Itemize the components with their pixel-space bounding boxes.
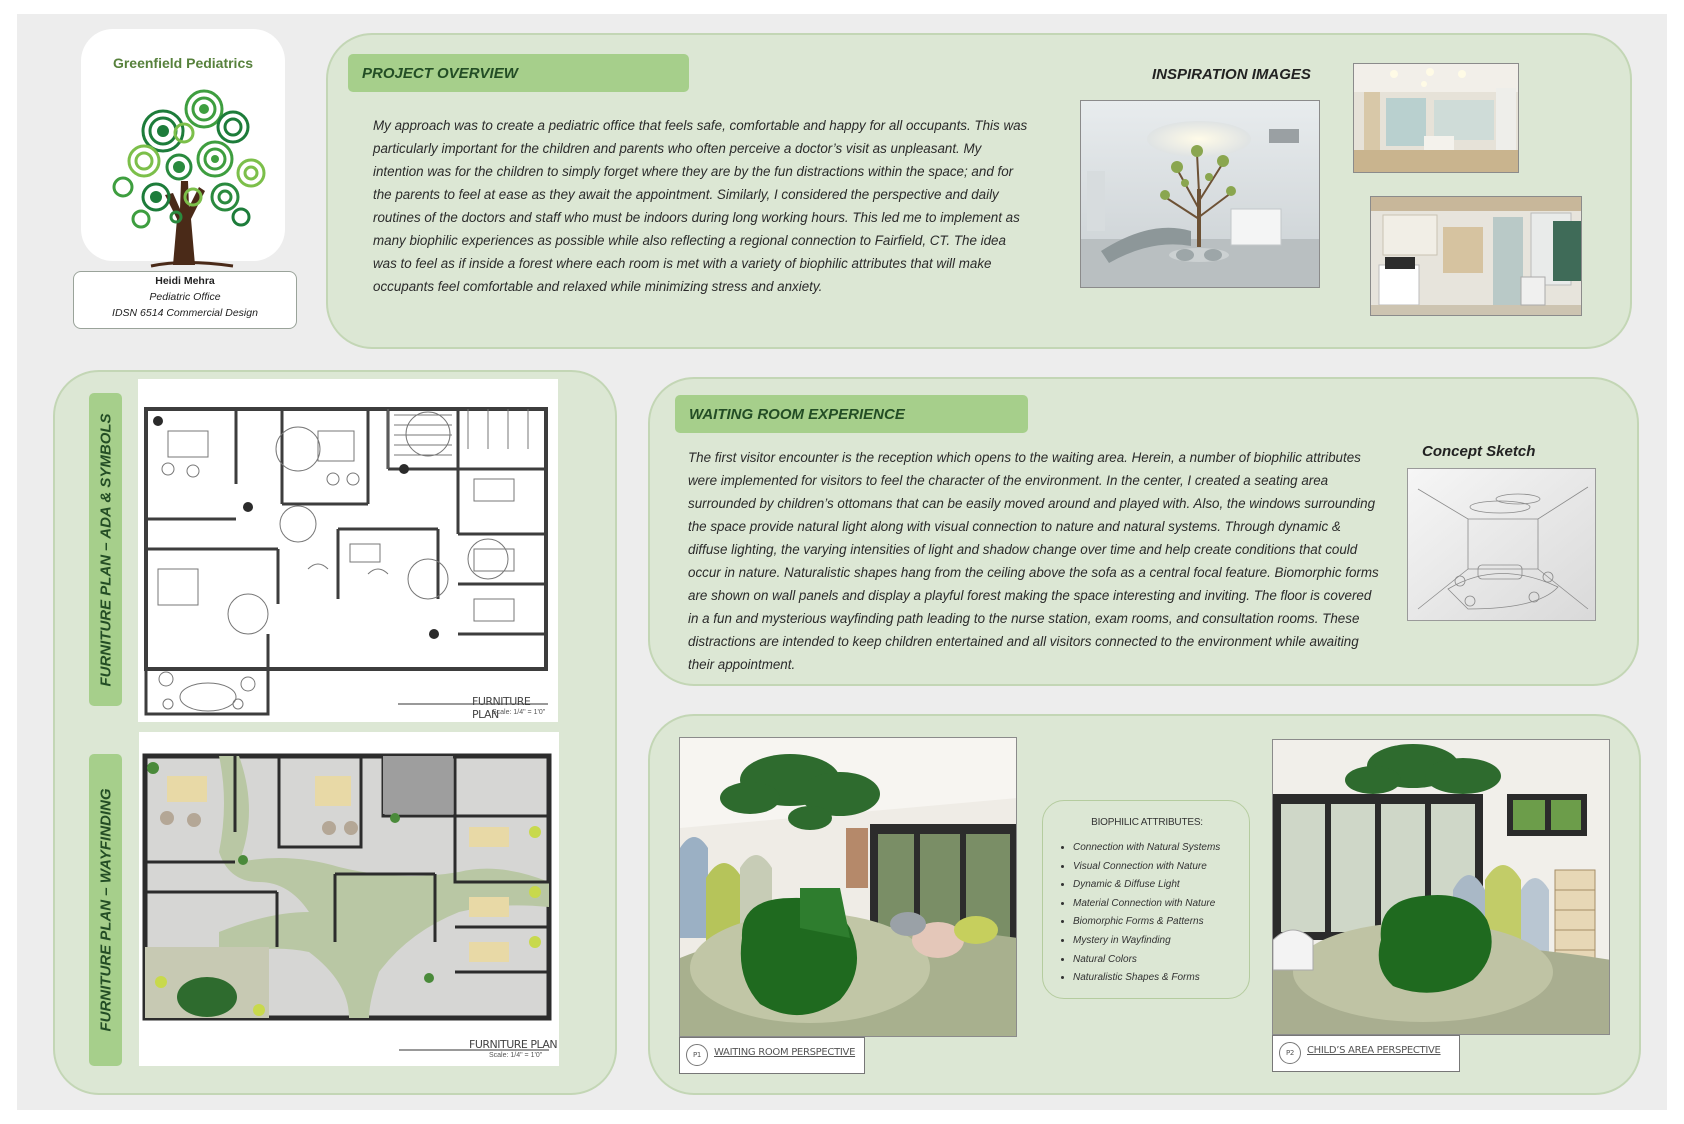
wayfinding-plan-title: FURNITURE PLAN [469, 1038, 558, 1051]
wayfinding-plan-label: FURNITURE PLAN – WAYFINDING [89, 754, 122, 1066]
biophilic-attributes-box [1042, 800, 1250, 999]
designer-name: Heidi Mehra [155, 275, 215, 287]
project-overview-text: My approach was to create a pediatric office that feels safe, comfortable and happy for all occupants. This was particularly important for the children and parents who often perceive a doctor’s visit as unpleasant. My intention was for the children to simply forget where they are by the fun distractions within the space; and for the parents to feel at ease as they await the appointment. Similarly, I considered the perspective and daily routines of the doctors and staff who must be indoors during long working hours. This led me to implement as many biophilic experiences as possible while also reflecting a regional connection to Fairfield, CT. The idea was to feel as if inside a forest where each room is met with a variety of biophilic attributes that will make occupants feel comfortable and relaxed while minimizing stress and anxiety. [373, 118, 1028, 294]
waiting-room-perspective-image [679, 737, 1017, 1037]
waiting-room-perspective-caption [679, 1037, 865, 1074]
wayfinding-plan-scale: Scale: 1/4" = 1'0" [489, 1052, 543, 1059]
attribute-item: • Dynamic & Diffuse Light [1073, 876, 1220, 895]
attribute-item: • Biomorphic Forms & Patterns [1073, 913, 1220, 932]
attribute-item: • Natural Colors [1073, 951, 1220, 970]
logo-card [81, 29, 285, 261]
inspiration-image-tree-lobby [1080, 100, 1320, 288]
childs-area-perspective-image [1272, 739, 1610, 1035]
project-name: Pediatric Office [149, 291, 221, 303]
attribute-item: • Material Connection with Nature [1073, 895, 1220, 914]
ada-plan-scale: Scale: 1/4" = 1'0" [492, 709, 546, 716]
attribute-item: • Naturalistic Shapes & Forms [1073, 969, 1220, 988]
inspiration-images-heading: INSPIRATION IMAGES [1152, 66, 1311, 83]
ada-plan-label: FURNITURE PLAN – ADA & SYMBOLS [89, 393, 122, 706]
project-overview-heading: PROJECT OVERVIEW [348, 54, 689, 92]
tree-logo-icon [81, 69, 285, 269]
attribute-item: • Connection with Natural Systems [1073, 839, 1220, 858]
furniture-plan-wayfinding [139, 732, 559, 1066]
concept-sketch-heading: Concept Sketch [1422, 443, 1536, 460]
attribute-item: • Mystery in Wayfinding [1073, 932, 1220, 951]
inspiration-image-exam-room [1370, 196, 1582, 316]
p1-label: WAITING ROOM PERSPECTIVE [714, 1047, 856, 1058]
course-name: IDSN 6514 Commercial Design [112, 307, 258, 319]
designer-info-box [73, 271, 297, 329]
ada-plan-title: FURNITURE PLAN [472, 695, 531, 721]
waiting-room-heading: WAITING ROOM EXPERIENCE [675, 395, 1028, 433]
waiting-room-text: The first visitor encounter is the reception which opens to the waiting area. Herein, a number of biophilic attributes were implemented for visitors to feel the character of the environment. In the center, I created a seating area surrounded by children’s ottomans that can be easily moved around and played with. Also, the windows surrounding the space provide natural light along with visual connection to nature and natural systems. Through dynamic & diffuse lighting, the varying intensities of light and shadow change over time and help create conditions that could occur in nature. Naturalistic shapes hang from the ceiling above the sofa as a central focal feature. Biomorphic forms are shown on wall panels and display a playful forest making the space interesting and inviting. The floor is covered in a fun and mysterious wayfinding path leading to the nurse station, exam rooms, and consultation rooms. These distractions are intended to keep children entertained and all visitors connected to the environment while awaiting their appointment. [688, 450, 1379, 672]
logo-title: Greenfield Pediatrics [112, 55, 254, 71]
childs-area-perspective-caption [1272, 1035, 1460, 1072]
p1-marker: P1 [686, 1044, 708, 1066]
p2-marker: P2 [1279, 1042, 1301, 1064]
furniture-plan-ada [138, 379, 558, 722]
attribute-item: • Visual Connection with Nature [1073, 858, 1220, 877]
biophilic-attributes-title: BIOPHILIC ATTRIBUTES: [1091, 817, 1203, 828]
concept-sketch-image [1407, 468, 1596, 621]
p2-label: CHILD’S AREA PERSPECTIVE [1307, 1045, 1441, 1056]
inspiration-image-bright-corridor [1353, 63, 1519, 173]
biophilic-attributes-list [1059, 839, 1220, 988]
